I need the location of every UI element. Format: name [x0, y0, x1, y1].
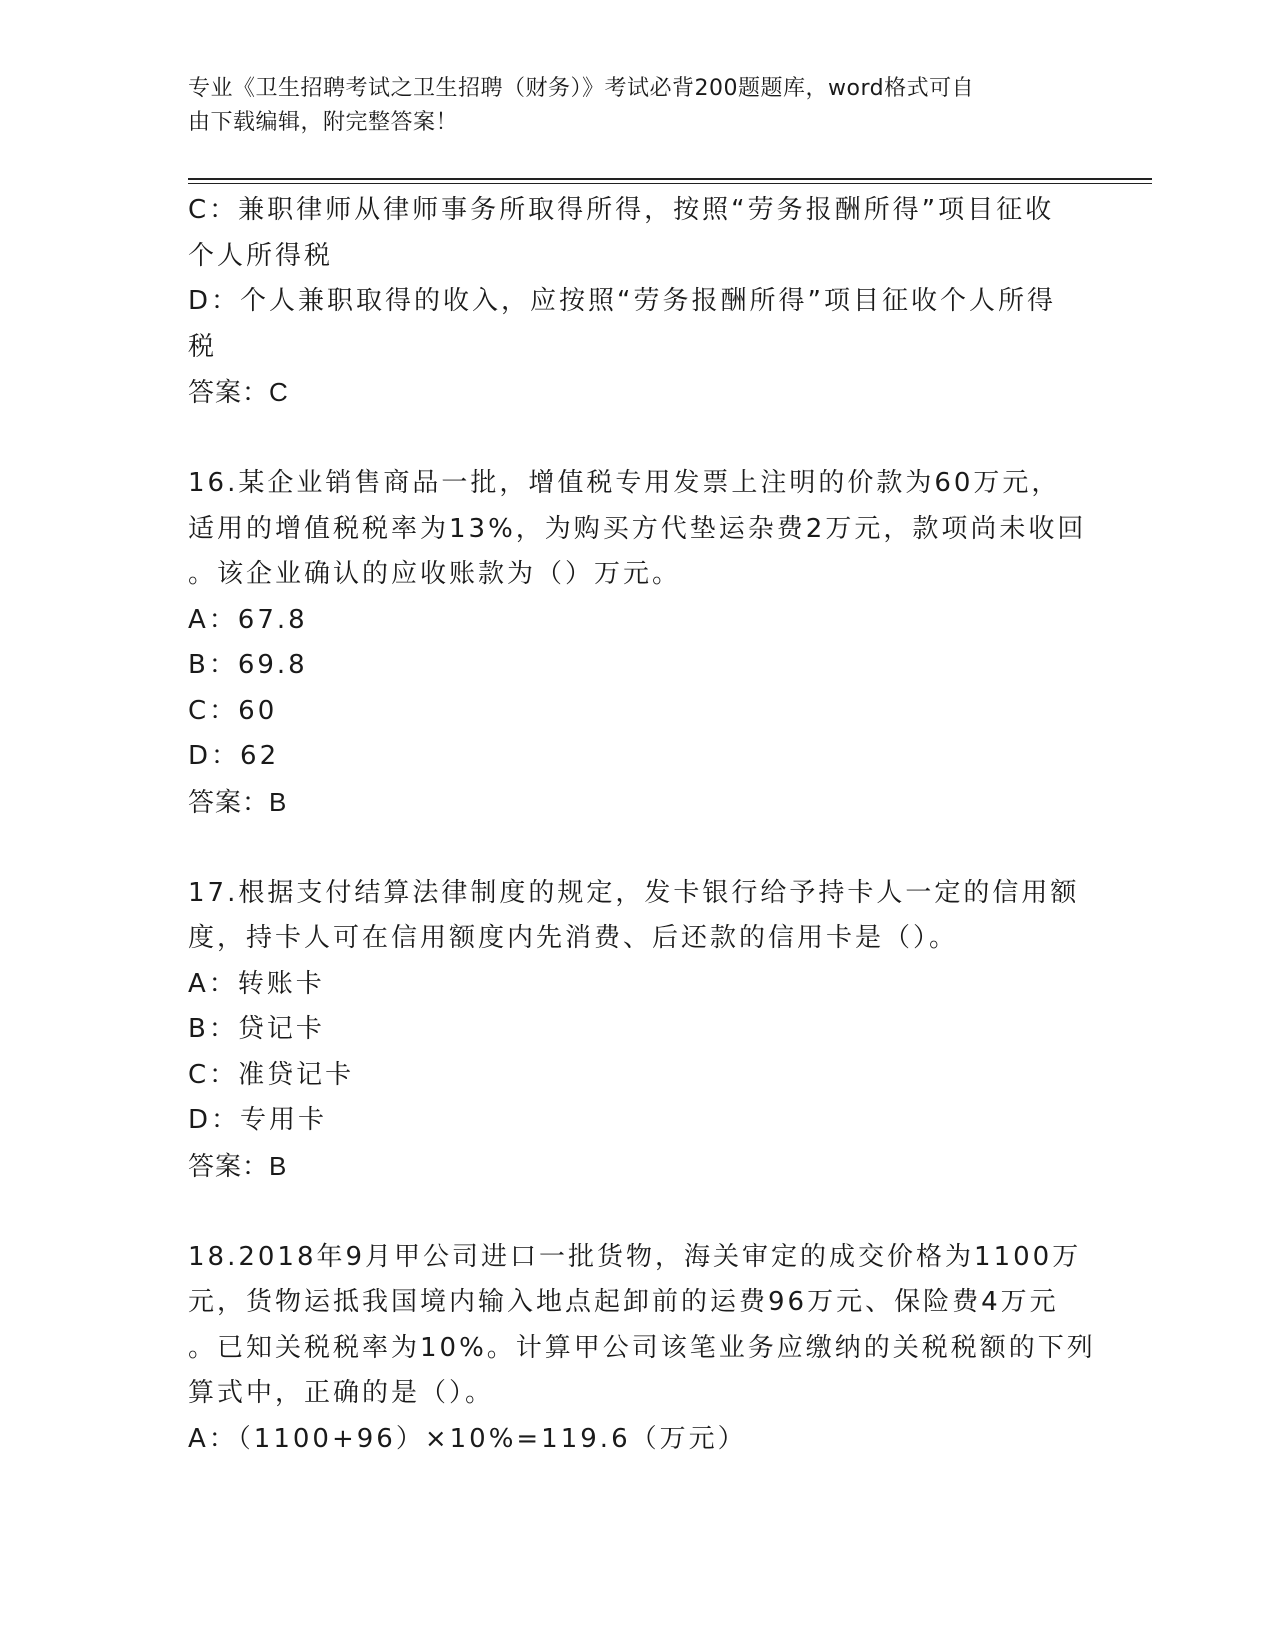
spacer: [188, 825, 1088, 871]
option-b: B：69.8: [188, 650, 308, 680]
header-rule-thin: [188, 183, 1152, 184]
question-stem: 18.2018年9月甲公司进口一批货物，海关审定的成交价格为1100万: [188, 1241, 1082, 1272]
question-stem: 。已知关税税率为10%。计算甲公司该笔业务应缴纳的关税税额的下列: [188, 1332, 1096, 1363]
question-stem: 元，货物运抵我国境内输入地点起卸前的运费96万元、保险费4万元: [188, 1287, 1059, 1317]
option-d: D：专用卡: [188, 1105, 328, 1135]
question-stem: 16.某企业销售商品一批，增值税专用发票上注明的价款为60万元，: [188, 468, 1061, 498]
option-a: A：（1100+96）×10%=119.6（万元）: [188, 1423, 747, 1454]
answer-label: 答案：B: [188, 786, 288, 817]
question-stem: 17.根据支付结算法律制度的规定，发卡银行给予持卡人一定的信用额: [188, 877, 1080, 908]
spacer: [188, 1189, 1088, 1235]
question-stem: 度，持卡人可在信用额度内先消费、后还款的信用卡是（）。: [188, 923, 959, 953]
option-c: C：准贷记卡: [188, 1059, 355, 1090]
option-d: D：62: [188, 741, 280, 771]
question-18: [188, 1235, 1096, 1463]
option-c: C：60: [188, 695, 278, 726]
document-header: [188, 72, 1068, 140]
option-a: A：67.8: [188, 604, 308, 635]
header-rule: [188, 178, 1152, 180]
answer-label: 答案：B: [188, 1150, 288, 1181]
question-stem: 适用的增值税税率为13%，为购买方代垫运杂费2万元，款项尚未收回: [188, 513, 1087, 544]
header-line: 由下载编辑，附完整答案！: [188, 110, 459, 135]
spacer: [188, 416, 1088, 462]
question-stem: 算式中，正确的是（）。: [188, 1378, 495, 1408]
option-b: B：贷记卡: [188, 1014, 325, 1044]
option-c-continued: 个人所得税: [188, 240, 334, 271]
option-d: D：个人兼职取得的收入，应按照“劳务报酬所得”项目征收个人所得: [188, 286, 1056, 316]
answer-label: 答案：C: [188, 377, 289, 407]
option-a: A：转账卡: [188, 968, 325, 999]
question-17: [188, 871, 1088, 1190]
option-d-continued: 税: [188, 331, 218, 362]
option-c: C：兼职律师从律师事务所取得所得，按照“劳务报酬所得”项目征收: [188, 195, 1055, 225]
header-line: 专业《卫生招聘考试之卫生招聘（财务）》考试必背200题题库，word格式可自: [188, 76, 975, 101]
question-stem: 。该企业确认的应收账款为（）万元。: [188, 559, 682, 589]
question-content: [188, 188, 1096, 1462]
question-16: [188, 461, 1088, 825]
question-15-tail: [188, 188, 1088, 416]
